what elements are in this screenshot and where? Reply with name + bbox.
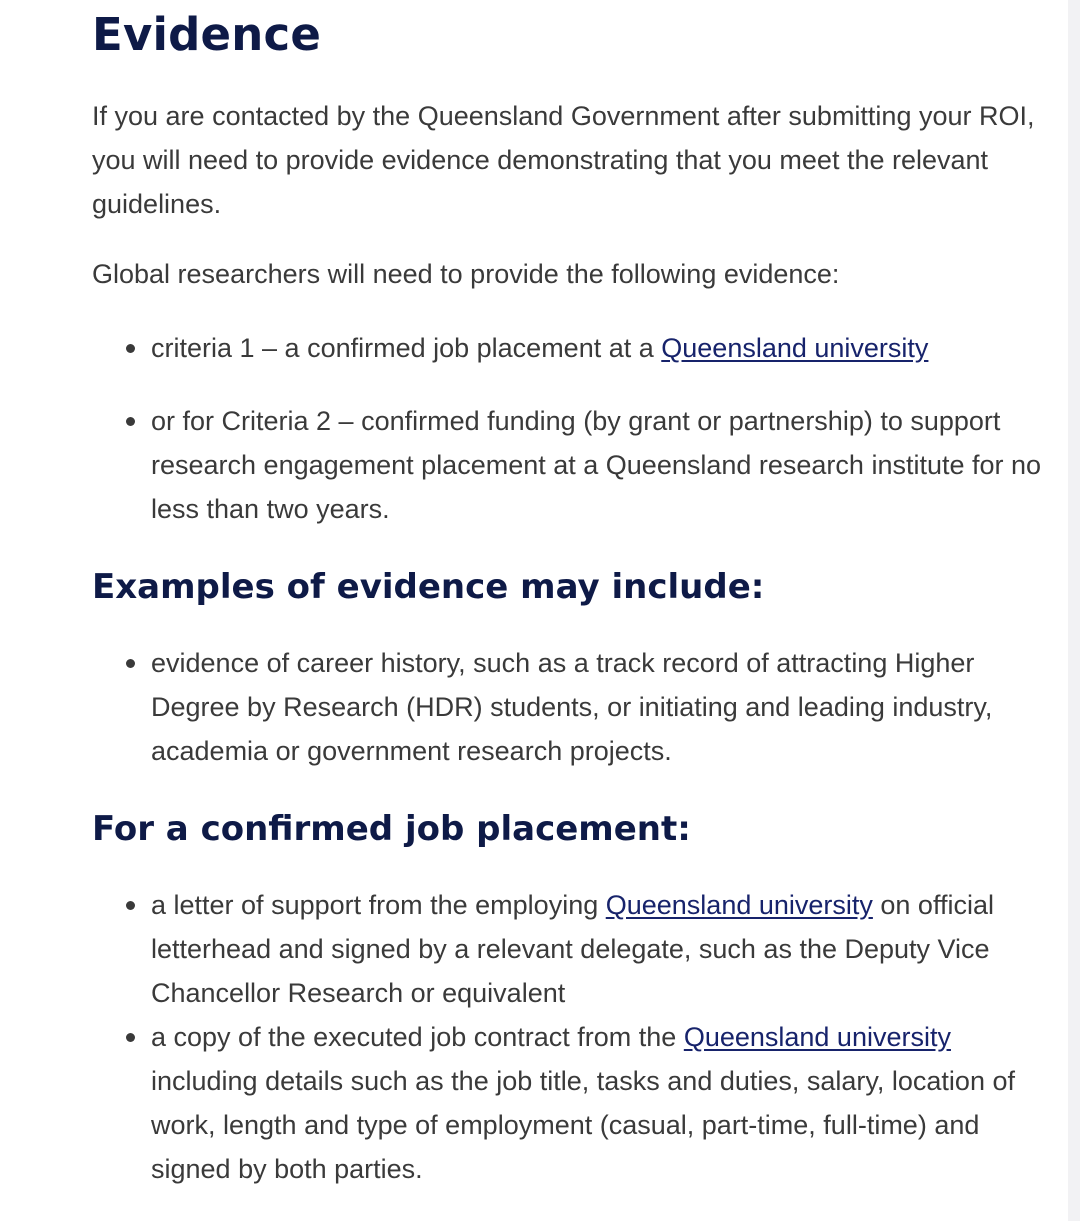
support-letter-text: a letter of support from the employing — [151, 890, 606, 920]
bullet-icon — [126, 1033, 135, 1042]
criteria-1-text: criteria 1 – a confirmed job placement at a — [151, 333, 662, 363]
list-item — [92, 641, 1042, 773]
list-item — [92, 883, 1042, 1015]
bullet-icon — [126, 901, 135, 910]
job-placement-heading: For a confirmed job placement: — [92, 809, 691, 849]
intro-paragraph: If you are contacted by the Queensland Government after submitting your ROI, you will need to provide evidence demonstrating that you meet the relevant guidelines. — [92, 101, 1035, 219]
evidence-lead-paragraph: Global researchers will need to provide the following evidence: — [92, 259, 840, 289]
queensland-university-link[interactable]: Queensland university — [661, 333, 929, 363]
job-contract-text-end: including details such as the job title, tasks and duties, salary, location of work, length and type of employment (casual, part-time, full-time) and signed by both parties. — [151, 1066, 1015, 1184]
evidence-section — [92, 0, 1042, 1191]
examples-heading: Examples of evidence may include: — [92, 567, 765, 607]
bullet-icon — [126, 659, 135, 668]
criteria-list — [92, 326, 1042, 531]
examples-list — [92, 641, 1042, 773]
list-item — [92, 1015, 1042, 1191]
bullet-icon — [126, 417, 135, 426]
page-title: Evidence — [92, 8, 322, 61]
page-edge — [1068, 0, 1080, 1221]
queensland-university-link[interactable]: Queensland university — [605, 890, 873, 920]
bullet-icon — [126, 344, 135, 353]
queensland-university-link[interactable]: Queensland university — [683, 1022, 951, 1052]
criteria-2-text: or for Criteria 2 – confirmed funding (by grant or partnership) to support research engagement placement at a Queensland research institute for no less than two years. — [151, 406, 1042, 524]
job-contract-text: a copy of the executed job contract from the — [151, 1022, 684, 1052]
support-letter-text-end: on official letterhead and signed by a relevant delegate, such as the Deputy Vice Chancellor Research or equivalent — [151, 890, 994, 1008]
list-item — [92, 399, 1042, 531]
job-placement-list — [92, 883, 1042, 1191]
example-text: evidence of career history, such as a track record of attracting Higher Degree by Research (HDR) students, or initiating and leading industry, academia or government research projects. — [151, 648, 993, 766]
list-item — [92, 326, 1042, 370]
